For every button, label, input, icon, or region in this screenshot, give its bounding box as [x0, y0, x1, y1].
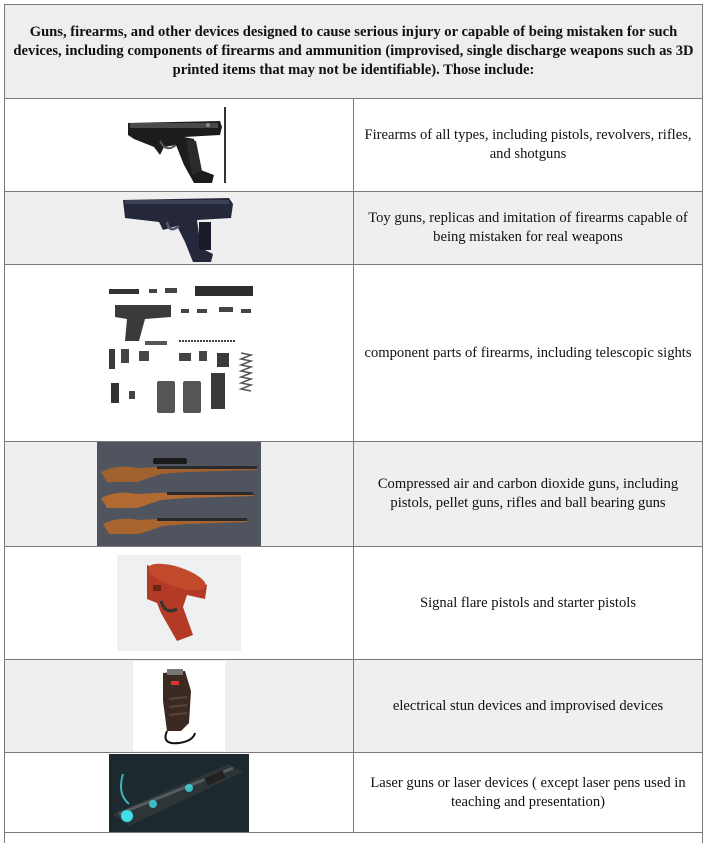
image-cell [5, 265, 354, 442]
image-cell [5, 660, 354, 753]
table-row [5, 753, 703, 833]
pistol-image [124, 105, 234, 185]
table-row-empty [5, 833, 703, 843]
toy-pistol-image [119, 192, 239, 264]
prohibited-items-table [4, 4, 703, 843]
table-row [5, 442, 703, 547]
description-cell: Toy guns, replicas and imitation of firearms capable of being mistaken for real weapons [354, 192, 703, 265]
gun-parts-image [99, 283, 259, 423]
table-header: Guns, firearms, and other devices designed to cause serious injury or capable of being mistaken for such devices, including components of firearms and ammunition (improvised, single discharge weapons such as 3D printed items that may not be identifiable). Those include: [5, 5, 703, 99]
table-header-row [5, 5, 703, 99]
flare-pistol-image [117, 555, 241, 651]
laser-gun-image [109, 754, 249, 832]
description-cell: Compressed air and carbon dioxide guns, including pistols, pellet guns, rifles and ball bearing guns [354, 442, 703, 547]
table-row [5, 99, 703, 192]
table-row [5, 547, 703, 660]
description-cell: electrical stun devices and improvised devices [354, 660, 703, 753]
stun-device-image [133, 661, 225, 751]
image-cell [5, 192, 354, 265]
image-cell [5, 442, 354, 547]
image-cell [5, 547, 354, 660]
description-cell: component parts of firearms, including telescopic sights [354, 265, 703, 442]
description-cell: Firearms of all types, including pistols, revolvers, rifles, and shotguns [354, 99, 703, 192]
table-row [5, 660, 703, 753]
description-cell: Signal flare pistols and starter pistols [354, 547, 703, 660]
description-cell: Laser guns or laser devices ( except laser pens used in teaching and presentation) [354, 753, 703, 833]
table-row [5, 192, 703, 265]
image-cell [5, 753, 354, 833]
air-rifles-image [97, 442, 261, 546]
image-cell [5, 99, 354, 192]
table-row [5, 265, 703, 442]
empty-cell [5, 833, 703, 843]
